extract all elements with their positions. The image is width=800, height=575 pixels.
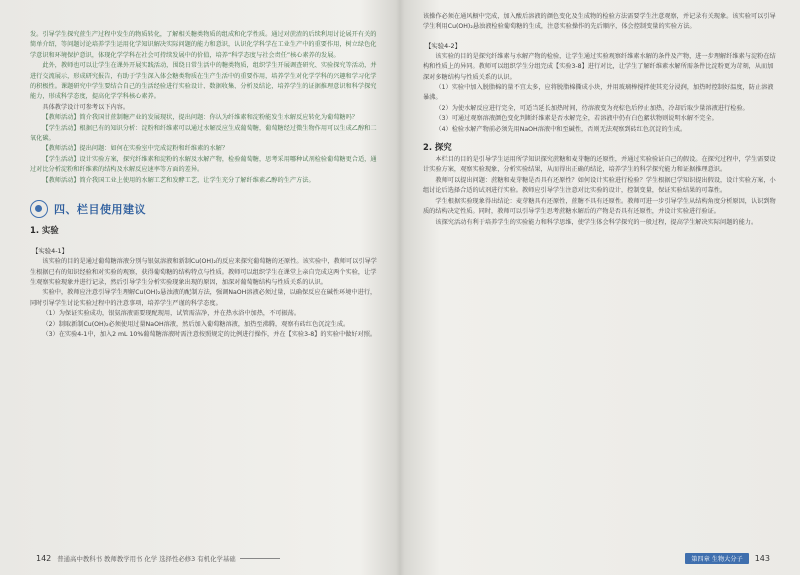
- paragraph: 学生根据实验现象得出结论：麦芽糖具有还原性，蔗糖不具有还原性。教师可进一步引导学生从结构角度分析原因，认识到物质的结构决定性质。同时，教师可以引导学生思考蔗糖水解后的产物是否具有还原性，并设计实验进行验证。: [423, 197, 776, 216]
- paragraph: （3）可通过观察溶液颜色变化判断纤维素是否水解完全，若溶液中仍有白色絮状物则说明水解不完全。: [435, 115, 718, 123]
- right-top-paragraphs: [423, 12, 778, 135]
- paragraph: 本栏目的目的是引导学生运用所学知识探究蔗糖和麦芽糖的还原性，并通过实验验证自己的假设。在探究过程中，学生需要设计实验方案，观察实验现象，分析实验结果，从而得出正确的结论，培养学生的科学探究能力和证据推理意识。: [423, 156, 776, 174]
- left-body: [30, 30, 380, 540]
- paragraph: 【学生活动】根据已有的知识分析：淀粉和纤维素可以通过水解反应生成葡萄糖，葡萄糖经过微生物作用可以生成乙醇和二氧化碳。: [30, 124, 377, 143]
- footer-book-title: 普通高中教科书 教师教学用书 化学 选择性必修3 有机化学基础: [57, 554, 236, 563]
- right-page: [403, 0, 800, 575]
- chapter-bullet-icon: [30, 200, 48, 218]
- paragraph: 【教师活动】提出问题：如何在实验室中完成淀粉和纤维素的水解？: [42, 145, 229, 153]
- section-title-inquiry: 2. 探究: [423, 142, 452, 153]
- paragraph: （1）实验中加入脱脂棉的量不宜太多，应将脱脂棉撕成小块，并用玻璃棒搅拌使其充分浸润，加热时控制好温度，防止溶液暴沸。: [423, 84, 774, 102]
- footer-divider: [240, 558, 280, 559]
- experiment-tag: 【实验4-1】: [32, 247, 69, 256]
- paragraph: （2）为使水解反应进行完全，可适当延长加热时间，待溶液变为亮棕色后停止加热，冷却后取少量溶液进行检验。: [435, 104, 749, 112]
- right-body: [423, 12, 778, 522]
- paragraph: 该实验的目的是通过葡萄糖溶液分别与银氨溶液和新制Cu(OH)₂的反应来探究葡萄糖的还原性。该实验中，教师可以引导学生根据已有的知识经验和对实验的观察，获得葡萄糖的结构特点与性质。教师可以组织学生在课堂上亲自完成这两个实验，让学生观察实验现象并进行记录，然后引导学生分析实验现象出现的原因，加深对葡萄糖结构与性质关系的认识。: [30, 258, 377, 286]
- paragraph: （3）在实验4-1中，加入2 mL 10%葡萄糖溶液时需注意按照规定的比例进行操作，并在【实验3-8】的实验中做好对照。: [42, 330, 377, 338]
- paragraph: 该实验的目的是探究纤维素与水解产物的检验，让学生通过实验观察纤维素水解的条件及产物，进一步理解纤维素与淀粉在结构和性质上的异同。教师可以组织学生分组完成【实验3-8】进行对比，让学生了解纤维素水解所需条件比淀粉更为苛刻，从而加深对多糖结构与性质关系的认识。: [423, 52, 776, 81]
- left-footer: [30, 551, 280, 565]
- paragraph: 教师可以提出问题：蔗糖和麦芽糖是否具有还原性？如何设计实验进行检验？学生根据已学知识提出假设，设计实验方案，小组讨论后选择合适的试剂进行实验。教师应引导学生注意对比实验的设计，控制变量，保证实验结果的可靠性。: [423, 176, 776, 195]
- experiment-tag: 【实验4-2】: [425, 41, 462, 50]
- left-bottom-paragraphs: [30, 257, 380, 340]
- paragraph: 【学生活动】设计实验方案，探究纤维素和淀粉的水解及水解产物，检验葡萄糖，思考采用哪种试剂检验葡萄糖更合适，通过对比分析淀粉和纤维素的结构及水解反应速率等方面的差异。: [30, 155, 377, 174]
- paragraph: 该操作必须在通风橱中完成，加入酸后溶液的颜色变化及生成物的检验方法需要学生注意观察，并记录有关现象。该实验可以引导学生利用Cu(OH)₂悬浊液检验葡萄糖的生成，注意实验操作的先后顺序，体会控制变量的实验方法。: [423, 13, 776, 31]
- paragraph: 【教师活动】简介我国甘蔗制糖产业的发展现状，提出问题：你认为纤维素和淀粉能发生水解反应转化为葡萄糖吗？: [42, 114, 358, 122]
- page-number-left: 142: [36, 553, 52, 563]
- chapter-title: 四、栏目使用建议: [54, 203, 146, 217]
- left-top-paragraphs: [30, 30, 380, 186]
- right-bottom-paragraphs: [423, 155, 778, 228]
- paragraph: 【教师活动】简介我国工业上使用的水解工艺和发酵工艺，让学生充分了解纤维素乙醇的生产方法。: [42, 176, 315, 184]
- paragraph: 发。引导学生探究蔗生产过程中发生的物质转化，了解相关糖类物质的组成和化学性质。通过对蔗渣的后续利用讨论展开有关的简单介绍，等问题讨论培养学生运用化学知识解决实际问题的能力和意识，认识化学科学在工业生产中的重要作用，树立绿色化学意识和环境保护意识，体现化学学科在社会可持续发展中的价值，培养“科学态度与社会责任”核心素养的发展。: [30, 31, 377, 59]
- paragraph: （2）制取新制Cu(OH)₂必须使用过量NaOH溶液，然后加入葡萄糖溶液，加热至沸腾，观察有砖红色沉淀生成。: [42, 320, 350, 328]
- footer-chapter-label: 第四章 生物大分子: [685, 553, 748, 564]
- paragraph: 此外，教师也可以让学生在课外开展实践活动，围绕日常生活中的糖类物质，组织学生开展调查研究、实验探究等活动，并进行交流展示，形成研究报告，有助于学生深入体会糖类物质在生产生活中的重要作用，培养学生对化学学科的兴趣和学习化学的积极性。课题研究中学生要结合自己的生活经验进行实验设计、数据收集、分析及结论，培养学生的证据推理意识和科学探究能力，形成科学态度，提高化学学科核心素养。: [30, 62, 377, 101]
- paragraph: 具体教学设计可参考以下内容。: [42, 103, 130, 111]
- paragraph: 实验中，教师应注意引导学生理解Cu(OH)₂悬浊液的配制方法，强调NaOH溶液必须过量，以确保反应在碱性环境中进行，同时引导学生讨论实验过程中的注意事项，培养学生严谨的科学态度。: [30, 289, 377, 307]
- page-number-right: 143: [754, 553, 770, 563]
- paragraph: （4）检验水解产物前必须先用NaOH溶液中和至碱性，否则无法观察到砖红色沉淀的生成。: [435, 125, 687, 133]
- chapter-heading: [30, 200, 380, 218]
- right-footer: [685, 551, 776, 565]
- paragraph: （1）为保证实验成功，银氨溶液需要现配现用，试管需洁净，并在热水浴中加热，不可振荡。: [42, 310, 301, 318]
- paragraph: 该探究活动有利于培养学生的实验能力和科学思维，使学生体会科学探究的一般过程，提高学生解决实际问题的能力。: [435, 218, 758, 226]
- section-title-experiment: 1. 实验: [30, 225, 59, 236]
- left-page: [0, 0, 398, 575]
